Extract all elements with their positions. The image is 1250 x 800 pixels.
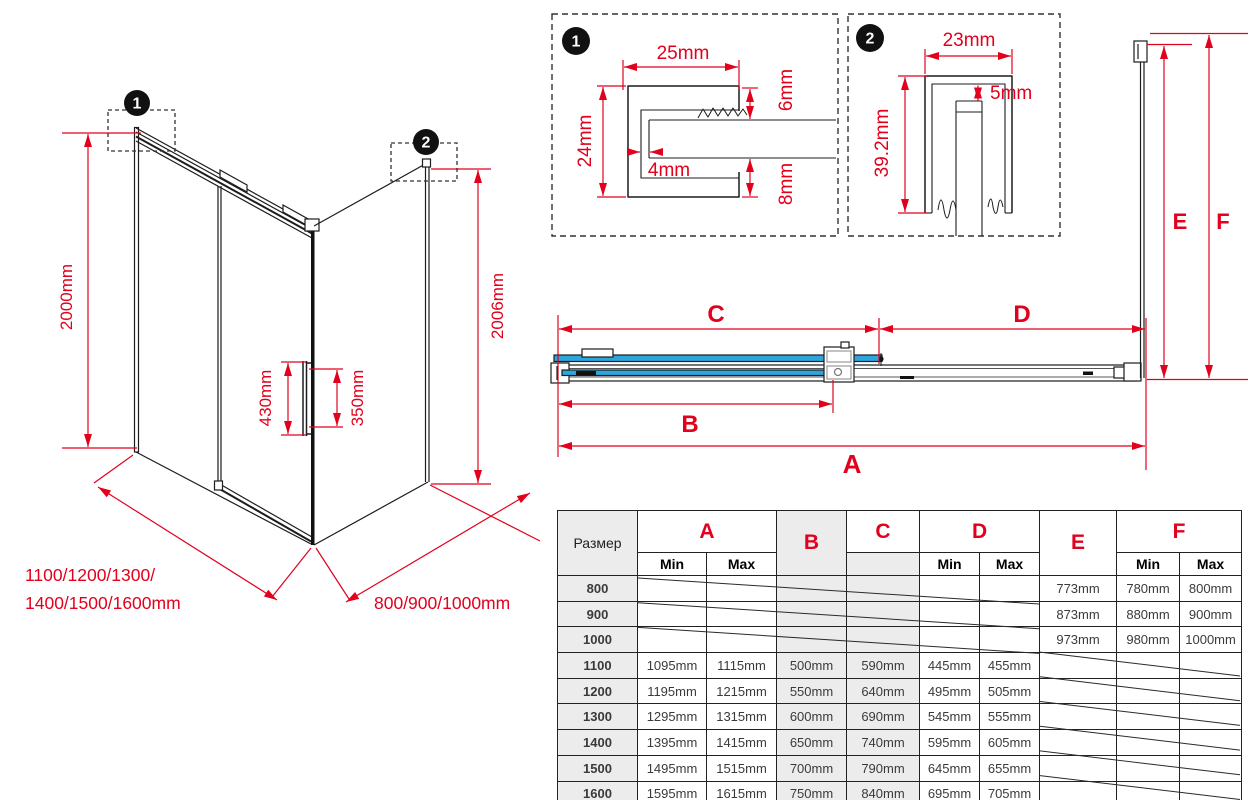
table-cell [1180, 653, 1242, 679]
table-cell: 500mm [777, 653, 847, 679]
iso-sliding-door [215, 186, 313, 542]
table-header-c: C [847, 511, 920, 553]
table-cell [1040, 730, 1117, 756]
table-header-c-sub [847, 553, 920, 576]
table-cell: 750mm [777, 781, 847, 800]
table-cell [707, 627, 777, 653]
table-cell [920, 601, 980, 627]
table-row [558, 730, 1242, 756]
table-cell: 800mm [1180, 576, 1242, 602]
plan-label-d: D [1013, 301, 1031, 328]
table-cell [1117, 781, 1180, 800]
plan-side-panel [1134, 41, 1147, 378]
table-cell: 445mm [920, 653, 980, 679]
table-cell [707, 576, 777, 602]
table-cell [638, 601, 707, 627]
table-cell: 495mm [920, 678, 980, 704]
table-cell [980, 601, 1040, 627]
table-cell [980, 627, 1040, 653]
table-cell: 790mm [847, 755, 920, 781]
table-cell [847, 576, 920, 602]
row-size: 1300 [558, 704, 638, 730]
table-cell [1040, 755, 1117, 781]
table-header-a-max: Max [707, 553, 777, 576]
table-cell [847, 601, 920, 627]
row-size: 1000 [558, 627, 638, 653]
table-cell [920, 576, 980, 602]
row-size: 1100 [558, 653, 638, 679]
table-cell [1117, 704, 1180, 730]
table-cell [1040, 653, 1117, 679]
table-cell: 1395mm [638, 730, 707, 756]
table-cell [847, 627, 920, 653]
table-header-d-min: Min [920, 553, 980, 576]
table-cell: 545mm [920, 704, 980, 730]
table-cell [1117, 653, 1180, 679]
table-cell: 1000mm [1180, 627, 1242, 653]
table-cell: 655mm [980, 755, 1040, 781]
iso-handle-offset-label: 350mm [348, 369, 367, 427]
table-cell: 550mm [777, 678, 847, 704]
iso-left-profile [134, 127, 139, 452]
table-row [558, 627, 1242, 653]
detail-2-dimensions [898, 49, 1012, 213]
detail-1-width-label: 25mm [656, 43, 710, 64]
table-cell: 590mm [847, 653, 920, 679]
detail-2-width-label: 23mm [942, 30, 996, 51]
row-size: 1600 [558, 781, 638, 800]
detail-2-height-label: 39.2mm [872, 108, 893, 178]
table-cell: 1115mm [707, 653, 777, 679]
table-row [558, 781, 1242, 800]
row-size: 1500 [558, 755, 638, 781]
table-row [558, 653, 1242, 679]
table-cell [980, 576, 1040, 602]
table-cell: 873mm [1040, 601, 1117, 627]
table-row [558, 576, 1242, 602]
table-cell [1040, 704, 1117, 730]
table-cell: 780mm [1117, 576, 1180, 602]
detail-1-top-gap-label: 6mm [776, 68, 797, 112]
table-cell: 773mm [1040, 576, 1117, 602]
table-cell: 1495mm [638, 755, 707, 781]
table-cell [1180, 678, 1242, 704]
table-cell [1180, 781, 1242, 800]
row-size: 800 [558, 576, 638, 602]
iso-depth-label: 800/900/1000mm [374, 593, 511, 613]
table-cell [1040, 781, 1117, 800]
table-cell: 455mm [980, 653, 1040, 679]
plan-label-c: C [707, 301, 725, 328]
iso-width-label-line1: 1100/1200/1300/ [25, 565, 156, 585]
table-cell: 595mm [920, 730, 980, 756]
row-size: 1400 [558, 730, 638, 756]
plan-label-e: E [1172, 209, 1188, 234]
table-header-f-max: Max [1180, 553, 1242, 576]
table-cell: 505mm [980, 678, 1040, 704]
iso-callouts [108, 90, 457, 181]
table-cell [777, 601, 847, 627]
table-header-f-min: Min [1117, 553, 1180, 576]
table-cell: 1295mm [638, 704, 707, 730]
table-cell: 1415mm [707, 730, 777, 756]
table-cell: 840mm [847, 781, 920, 800]
table-row [558, 678, 1242, 704]
detail-1-wall-label: 4mm [647, 160, 691, 181]
table-cell: 880mm [1117, 601, 1180, 627]
table-cell: 600mm [777, 704, 847, 730]
plan-track-assembly [551, 342, 1141, 383]
plan-label-f: F [1216, 209, 1230, 234]
row-size: 1200 [558, 678, 638, 704]
table-cell [1180, 755, 1242, 781]
iso-handle [303, 361, 311, 436]
table-cell [920, 627, 980, 653]
table-row [558, 704, 1242, 730]
table-header-d-max: Max [980, 553, 1040, 576]
table-cell: 605mm [980, 730, 1040, 756]
table-cell: 645mm [920, 755, 980, 781]
detail-1-callout-number: 1 [571, 33, 581, 51]
table-row [558, 755, 1242, 781]
table-cell: 1215mm [707, 678, 777, 704]
table-cell [777, 627, 847, 653]
table-header-b: B [777, 511, 847, 576]
detail-1 [552, 14, 838, 236]
table-cell: 640mm [847, 678, 920, 704]
table-cell: 700mm [777, 755, 847, 781]
table-cell: 1195mm [638, 678, 707, 704]
table-cell [1180, 704, 1242, 730]
callout-2-number: 2 [421, 134, 431, 152]
table-cell: 740mm [847, 730, 920, 756]
table-cell: 1315mm [707, 704, 777, 730]
table-cell: 650mm [777, 730, 847, 756]
table-cell [707, 601, 777, 627]
table-cell: 1615mm [707, 781, 777, 800]
table-row [558, 601, 1242, 627]
table-cell [1117, 678, 1180, 704]
table-cell: 555mm [980, 704, 1040, 730]
table-header-size: Размер [558, 511, 638, 576]
iso-top-rail [136, 128, 312, 238]
table-cell: 980mm [1117, 627, 1180, 653]
iso-width-label-line2: 1400/1500/1600mm [25, 593, 181, 613]
plan-label-a: A [842, 449, 862, 479]
table-cell [638, 576, 707, 602]
table-cell [1040, 678, 1117, 704]
table-cell: 900mm [1180, 601, 1242, 627]
detail-2 [848, 14, 1060, 236]
table-header-a: A [638, 511, 777, 553]
table-header-e: E [1040, 511, 1117, 576]
detail-1-height-label: 24mm [575, 114, 596, 168]
size-spec-table [557, 510, 1242, 800]
table-cell [1180, 730, 1242, 756]
plan-view [551, 34, 1248, 480]
row-size: 900 [558, 601, 638, 627]
detail-1-bottom-gap-label: 8mm [776, 162, 797, 206]
table-cell [638, 627, 707, 653]
table-header-f: F [1117, 511, 1242, 553]
table-header-d: D [920, 511, 1040, 553]
table-cell: 1595mm [638, 781, 707, 800]
isometric-view [134, 127, 431, 545]
table-cell: 705mm [980, 781, 1040, 800]
detail-2-gap-label: 5mm [990, 83, 1033, 104]
table-cell: 695mm [920, 781, 980, 800]
callout-1-number: 1 [132, 95, 142, 113]
iso-handle-length-label: 430mm [256, 369, 275, 427]
table-cell [777, 576, 847, 602]
detail-2-callout-number: 2 [865, 30, 875, 48]
iso-dimensions [62, 133, 540, 602]
iso-height-right-label: 2006mm [488, 272, 507, 340]
plan-label-b: B [681, 411, 699, 438]
iso-height-left-label: 2000mm [57, 263, 76, 331]
table-cell [1117, 755, 1180, 781]
table-cell: 1515mm [707, 755, 777, 781]
table-cell: 973mm [1040, 627, 1117, 653]
table-cell: 690mm [847, 704, 920, 730]
table-header-a-min: Min [638, 553, 707, 576]
table-cell [1117, 730, 1180, 756]
table-cell: 1095mm [638, 653, 707, 679]
